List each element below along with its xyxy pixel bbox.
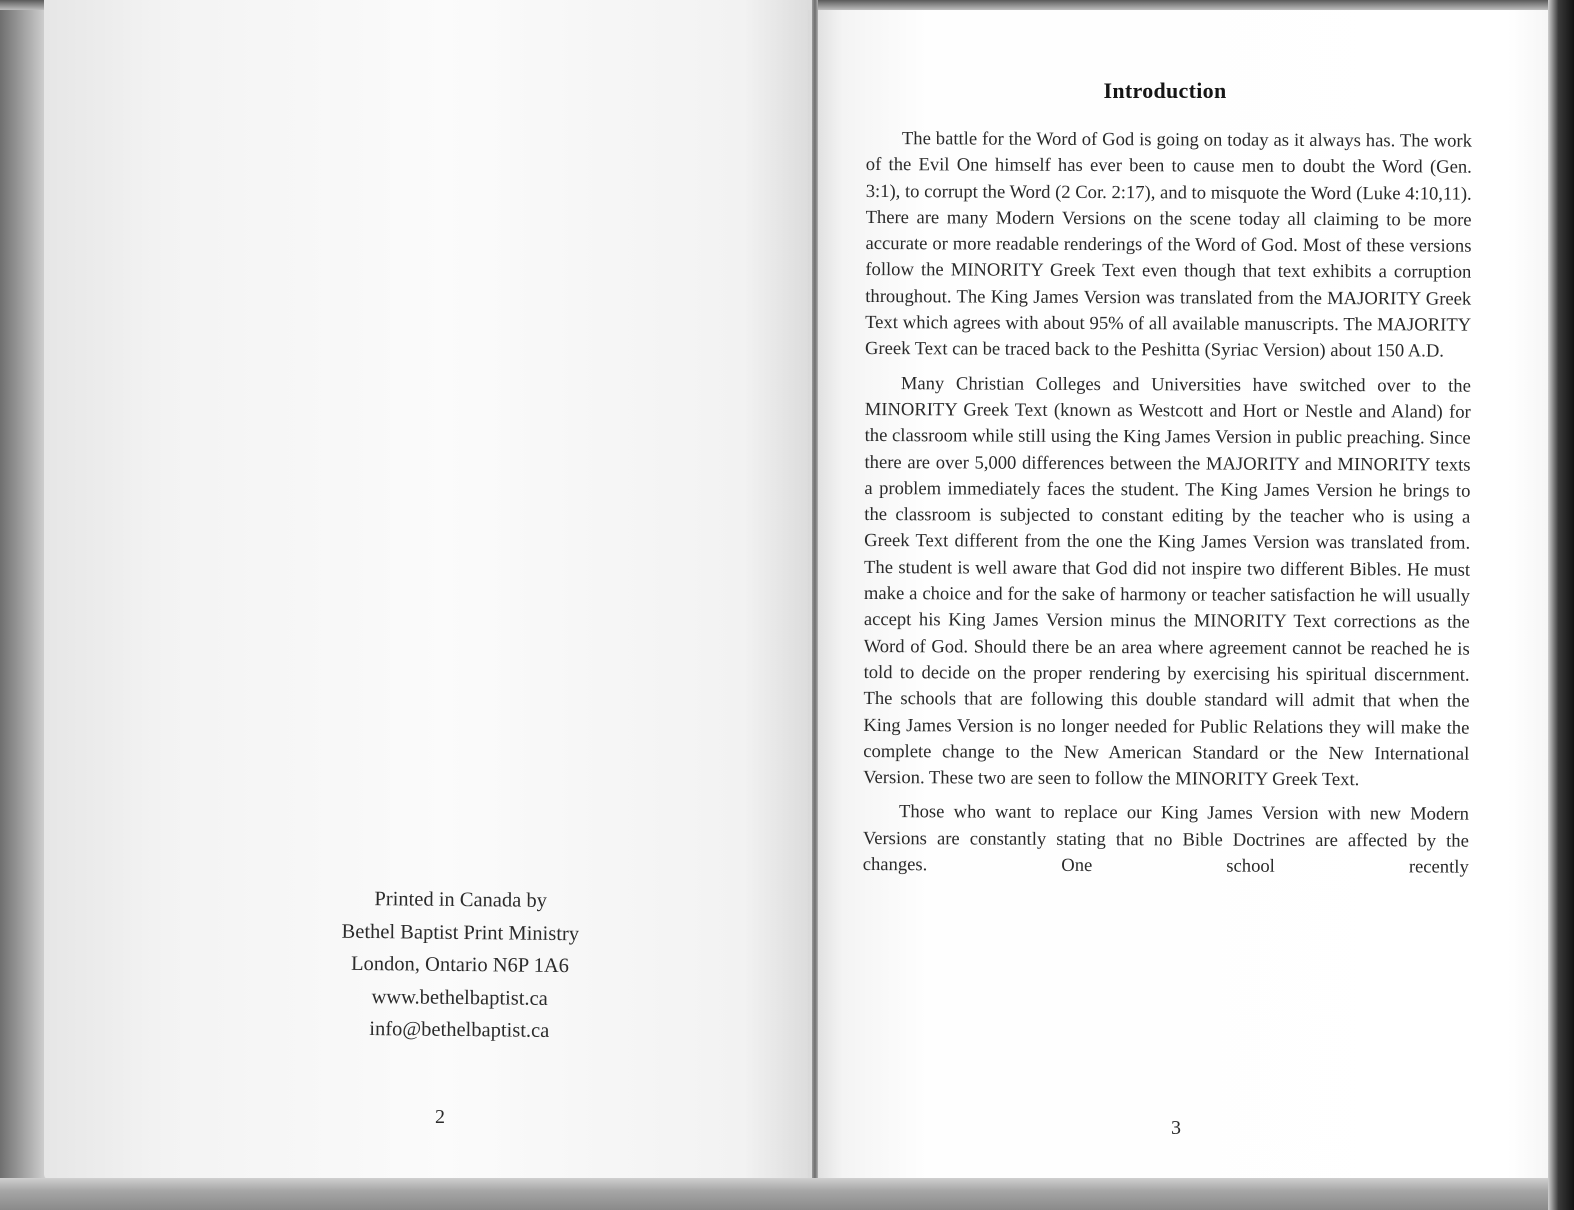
paragraph-1: The battle for the Word of God is going on today as it always has. The work of the Evil One himself has ever been to cause men to doubt the Word (Gen. 3:1), to corrupt the Word (2 Cor. 2:17), and to misquote the Word (Luke 4:10,11). There are many Modern Versions on the scene today all claiming to be more accurate or more readable renderings of the Word of God. Most of these versions follow the MINORITY Greek Text even though that text exhibits a corruption throughout. The King James Version was translated from the MAJORITY Greek Text which agrees with about 95% of all available manuscripts. The MAJORITY Greek Text can be traced back to the Peshitta (Syriac Version) about 150 A.D. xyxy=(864,128,1472,362)
imprint-line-website: www.bethelbaptist.ca xyxy=(371,985,548,1010)
book-gutter xyxy=(812,0,818,1190)
body-text xyxy=(863,126,1472,881)
imprint-line-ministry: Bethel Baptist Print Ministry xyxy=(341,920,580,945)
paragraph-2: Many Christian Colleges and Universities have switched over to the MINORITY Greek Text (known as Westcott and Hort or Nestle and Aland) for the classroom while still using the King James Version in public preaching. Since there are over 5,000 differences between the MAJORITY and MINORITY texts a problem immediately faces the student. The King James Version he brings to the classroom is subjected to constant editing by the teacher who is using a Greek Text different from the one the King James Version was translated from. The student is well aware that God did not inspire two different Bibles. He must make a choice and for the sake of harmony or teacher satisfaction he will usually accept his King James Version minus the MINORITY Text corrections as the Word of God. Should there be an area where agreement cannot be reached he is told to decide on the proper rendering by exercising his spiritual discernment. The schools that are following this double standard will admit that when the King James Version is no longer needed for Public Relations they will make the complete change to the New American Standard or the New International Version. These two are seen to follow the MINORITY Greek Text. xyxy=(863,372,1471,791)
imprint-line-email: info@bethelbaptist.ca xyxy=(369,1018,550,1042)
imprint-line-printed-by: Printed in Canada by xyxy=(374,888,548,912)
bottom-page-edge xyxy=(0,1178,1574,1210)
page-title: Introduction xyxy=(1103,78,1227,103)
page-number-left: 2 xyxy=(435,1106,445,1128)
paragraph-3: Those who want to replace our King James Version with new Modern Versions are constantly stating that no Bible Doctrines are affected by the changes. One school recently xyxy=(862,801,1470,878)
page-number-right: 3 xyxy=(1171,1117,1181,1139)
imprint-line-address: London, Ontario N6P 1A6 xyxy=(350,952,570,978)
right-page-edge xyxy=(1548,0,1574,1210)
printer-imprint xyxy=(299,882,621,1048)
